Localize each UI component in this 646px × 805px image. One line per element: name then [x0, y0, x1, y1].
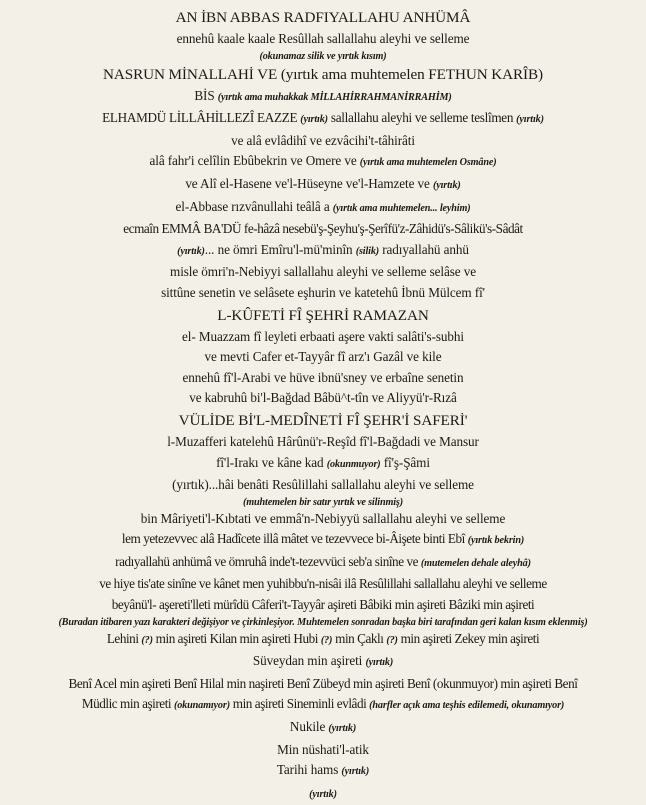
line-text: Benî Acel min aşireti Benî Hilal min naşireti Benî Zübeyd min aşireti Benî (okunmuyor) min aşireti Benî: [68, 675, 578, 691]
line-text: el-Abbase rızvânullahi teâlâ a: [175, 198, 333, 214]
line-text: Müdlic min aşireti: [81, 696, 174, 712]
editor-note: (yırtık): [516, 114, 544, 126]
text-line: [6, 629, 640, 652]
text-line: [6, 240, 640, 263]
text-line: [6, 453, 640, 476]
line-text: fî'l-Irakı ve kâne kad: [216, 454, 327, 470]
text-line: [6, 304, 640, 327]
line-text: l-Muzafferi katelehû Hârûnü'r-Reşîd fî'l-Bağdadi ve Mansur: [167, 433, 479, 449]
text-line: [6, 151, 640, 174]
text-line: [6, 509, 640, 530]
editor-note: (yırtık ama muhakkak MİLLAHİRRAHMANİRRAHİM): [217, 91, 452, 103]
line-text: radıyallahü anhü: [379, 241, 469, 257]
line-text: ve alâ evlâdihî ve ezvâcihi't-tâhirâti: [231, 132, 415, 148]
text-line: [6, 347, 640, 368]
line-text: ve mevti Cafer et-Tayyâr fî arz'ı Gazâl ve kile: [204, 349, 442, 365]
line-text: min aşireti Zekey min aşireti: [397, 630, 540, 646]
text-line: [6, 475, 640, 496]
line-text: ELHAMDÜ LİLLÂHİLLEZÎ EAZZE: [102, 110, 301, 126]
text-line: [6, 283, 640, 304]
editor-note: (yırtık): [433, 179, 461, 191]
line-text: radıyallahü anhümâ ve ömruhâ inde't-tezevvüci seb'a sinîne ve: [115, 553, 421, 569]
line-text: ecmaîn EMMÂ BA'DÜ fe-hâzâ nesebü'ş-Şeyhu'ş-Şerîfü'z-Zâhidü's-Sâlikü's-Sâdât: [123, 221, 523, 237]
editor-note: (yırtık ama muhtemelen... leyhim): [332, 202, 471, 214]
line-text: Lehini: [106, 630, 142, 646]
text-line: [6, 262, 640, 283]
line-text: (yırtık)...hâi benâti Resûlillahi sallallahu aleyhi ve selleme: [172, 477, 474, 493]
line-text: ve Alî el-Hasene ve'l-Hüseyne ve'l-Hamzete ve: [185, 175, 433, 191]
line-text: min Çaklı: [332, 630, 387, 646]
line-text: min aşireti Kilan min aşireti Hubi: [152, 630, 321, 646]
editor-note: (yırtık): [365, 657, 394, 669]
editor-note: (okunmuyor): [326, 458, 381, 470]
text-line: [6, 29, 640, 50]
editor-note: (mutemelen dehale aleyhâ): [420, 557, 531, 569]
text-line: [6, 674, 640, 695]
line-text: misle ömri'n-Nebiyyi sallallahu aleyhi ve selleme selâse ve: [170, 264, 476, 280]
line-text: Nukile: [289, 719, 329, 735]
line-text: Tarihi hams: [276, 762, 342, 778]
line-text: Min nüshati'l-atik: [277, 741, 369, 757]
editor-note: (silik): [355, 245, 380, 257]
line-text: alâ fahr'i celîlin Ebûbekrin ve Omere ve: [149, 153, 360, 169]
line-text: bin Mâriyeti'l-Kıbtati ve emmâ'n-Nebiyyü sallallahu aleyhi ve selleme: [140, 510, 506, 526]
line-text: sittûne senetin ve selâsete eşhurin ve katetehû İbnü Mülcem fî': [161, 284, 485, 300]
line-text: fî'ş-Şâmi: [380, 454, 430, 470]
line-text: NASRUN MİNALLAHİ VE: [102, 65, 278, 83]
editor-note: (muhtemelen bir satır yırtık ve silinmiş): [243, 496, 403, 508]
text-line: [6, 86, 640, 109]
line-text: ve hiye tis'ate sinîne ve kânet men yuhibbu'n-nisâi ilâ Resûlillahi sallallahu aleyhi ve selleme: [99, 576, 547, 592]
line-text: sallallahu aleyhi ve selleme teslîmen: [327, 110, 517, 126]
text-line: [6, 131, 640, 152]
text-line: [6, 327, 640, 348]
line-text: beyânü'l- aşereti'lleti mürîdü Câferi't-Tayyâr aşireti Bâbiki min aşireti Bâziki min aşireti: [111, 597, 535, 613]
text-line: [6, 529, 640, 552]
text-line: [6, 651, 640, 674]
editor-note: (yırtık): [328, 723, 357, 735]
text-line: [6, 6, 640, 29]
line-text: AN İBN ABBAS RADFIYALLAHU ANHÜMÂ: [175, 9, 471, 26]
text-line: [6, 595, 640, 616]
editor-note: (yırtık): [341, 766, 370, 778]
line-text: ve kabruhû bi'l-Bağdad Bâbü^t-tîn ve Aliyyü'r-Rızâ: [189, 390, 457, 406]
text-line: [6, 616, 640, 629]
text-line: [6, 368, 640, 389]
text-line: [6, 432, 640, 453]
text-line: [6, 197, 640, 220]
editor-note: (yırtık): [177, 245, 205, 257]
line-text: FETHUN KARÎB): [428, 65, 543, 83]
line-text: ennehû fî'l-Arabi ve hüve ibnü'sney ve erbaîne senetin: [182, 369, 464, 385]
editor-note: (yırtık bekrin): [467, 535, 525, 547]
text-line: [6, 219, 640, 240]
line-text: ... ne ömri Emîru'l-mü'minîn: [204, 241, 356, 257]
text-line: [6, 694, 640, 717]
line-text: BİS: [194, 87, 218, 103]
editor-note: (yırtık): [300, 114, 328, 126]
line-text: (yırtık ama muhtemelen: [277, 65, 429, 83]
editor-note: (okunamaz silik ve yırtık kısım): [259, 50, 387, 62]
text-line: [6, 740, 640, 761]
text-line: [6, 174, 640, 197]
editor-note: (?): [386, 634, 398, 646]
text-line: [6, 63, 640, 86]
text-line: [6, 717, 640, 740]
line-text: lem yetezevvec alâ Hadîcete illâ mâtet ve tezevvece bi-Âişete binti Ebî: [121, 531, 468, 547]
line-text: L-KÛFETİ FÎ ŞEHRİ RAMAZAN: [217, 306, 429, 324]
text-line: [6, 409, 640, 432]
text-line: [6, 108, 640, 131]
line-text: Süveydan min aşireti: [252, 653, 366, 669]
line-text: VÜLİDE Bİ'L-MEDÎNETİ FÎ ŞEHR'İ SAFERİ': [178, 411, 468, 429]
editor-note: (yırtık): [309, 788, 337, 800]
line-text: ennehû kaale kaale Resûllah sallallahu aleyhi ve selleme: [176, 31, 470, 46]
editor-note: (harfler açık ama teşhis edilemedi, okunamıyor): [369, 700, 565, 712]
text-line: [6, 552, 640, 575]
text-line: [6, 50, 640, 63]
transcription-text: [6, 6, 640, 805]
editor-note: (?): [320, 634, 333, 646]
line-text: el- Muazzam fî leyleti erbaati aşere vakti salâti's-subhi: [182, 328, 464, 344]
editor-note: (okunamıyor): [174, 700, 230, 712]
editor-note: (Buradan itibaren yazı karakteri değişiyor ve çirkinleşiyor. Muhtemelen sonradan başka biri tarafından geri kalan kısım eklenmiş): [58, 616, 588, 628]
text-line: [6, 496, 640, 509]
text-line: [6, 783, 640, 805]
editor-note: (?): [141, 634, 153, 646]
text-line: [6, 760, 640, 783]
text-line: [6, 388, 640, 409]
editor-note: (yırtık ama muhtemelen Osmâne): [359, 157, 497, 169]
text-line: [6, 574, 640, 595]
line-text: min aşireti Sineminli evlâdi: [229, 696, 370, 712]
